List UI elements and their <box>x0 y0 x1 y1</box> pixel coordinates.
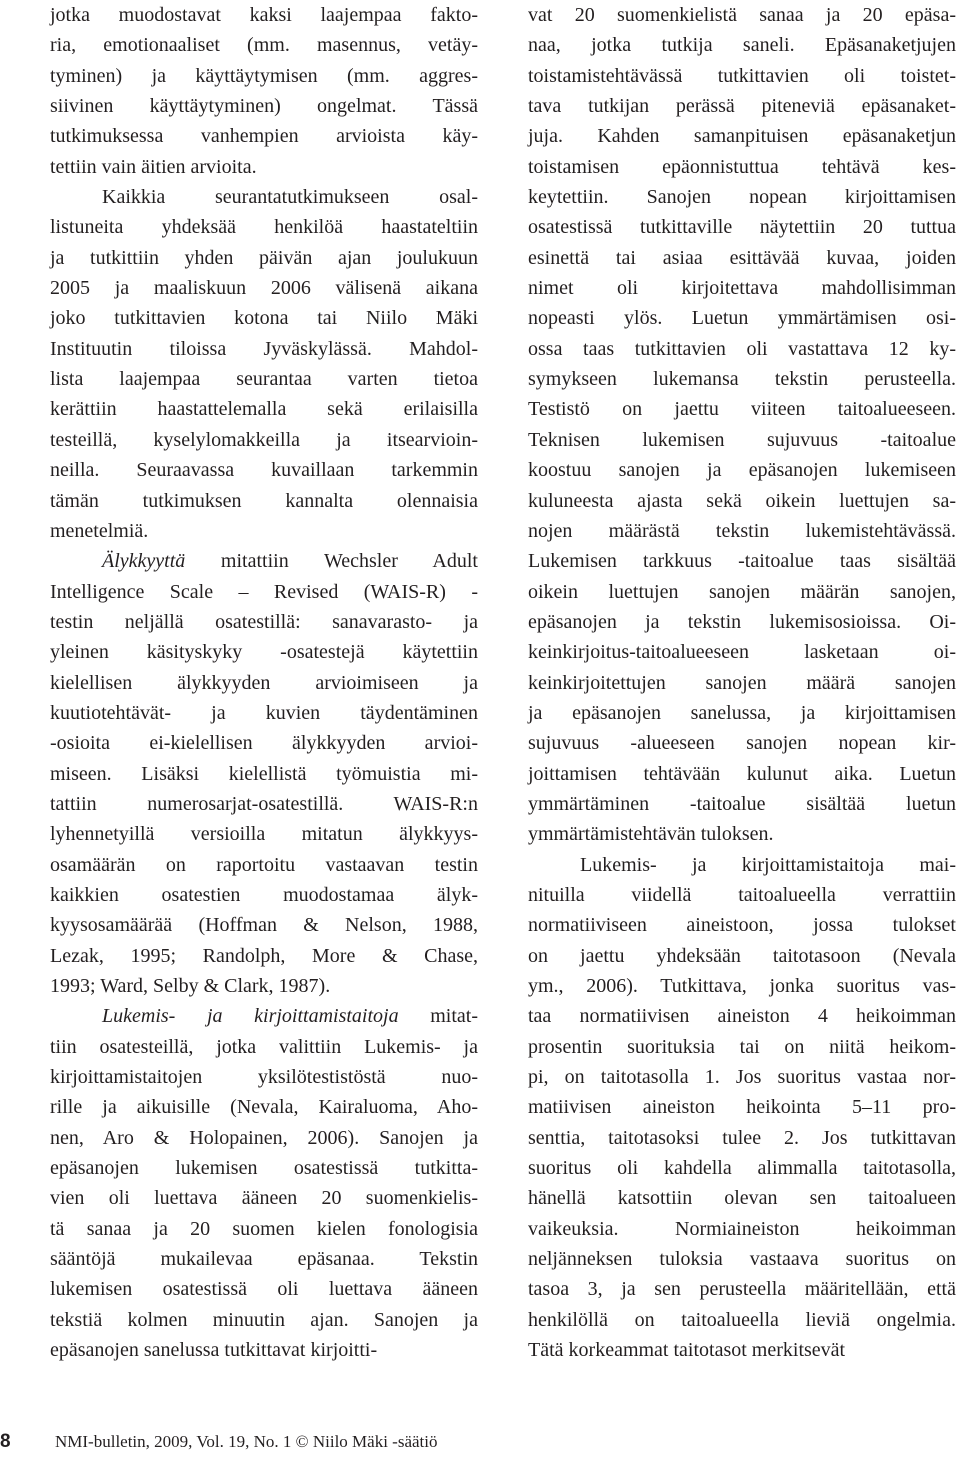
text-line: kyysosamäärää (Hoffman & Nelson, 1988, <box>50 914 478 937</box>
text-line: 1993; Ward, Selby & Clark, 1987). <box>50 975 331 997</box>
text-line: Lukemisen tarkkuus -taitoalue taas sisältää <box>528 550 956 573</box>
text-line: taa normatiivisen aineiston 4 heikoimman <box>528 1005 956 1028</box>
text-line: nimet oli kirjoitettava mahdollisimman <box>528 277 956 300</box>
text-line: menetelmiä. <box>50 519 149 542</box>
text-line: miseen. Lisäksi kielellistä työmuistia mi- <box>50 762 478 785</box>
text-line: Kaikkia seurantatutkimukseen osal- <box>102 186 478 209</box>
text-line: nen, Aro & Holopainen, 2006). Sanojen ja <box>50 1126 478 1149</box>
text-line: tava tutkijan perässä piteneviä epäsanaket- <box>528 95 956 118</box>
text-line: Lukemis- ja kirjoittamistaitoja mitat- <box>102 1005 478 1028</box>
text-line: tiin osatesteillä, jotka valittiin Lukemis- ja <box>50 1035 478 1058</box>
text-line: tyminen) ja käyttäytymisen (mm. aggres- <box>50 64 478 87</box>
text-line: sujuvuus -alueeseen sanojen nopean kir- <box>528 732 956 755</box>
text-line: neilla. Seuraavassa kuvaillaan tarkemmin <box>50 459 478 482</box>
text-line: listuneita yhdeksää henkilöä haastateltiin <box>50 216 478 239</box>
text-line: tekstiä kolmen minuutin ajan. Sanojen ja <box>50 1308 478 1331</box>
text-line: keinkirjoitettujen sanojen määrä sanojen <box>528 671 956 694</box>
text-line: ja tutkittiin yhden päivän ajan joulukuun <box>50 246 478 269</box>
text-line: joko tutkittavien kotona tai Niilo Mäki <box>50 307 478 330</box>
text-line: Lukemis- ja kirjoittamistaitoja mai- <box>580 853 956 876</box>
left-text-column <box>50 0 478 1365</box>
text-line: tattiin numerosarjat-osatestillä. WAIS-R:n <box>50 792 478 815</box>
text-line: neljänneksen tuloksia vastaava suoritus on <box>528 1248 956 1271</box>
text-line: keinkirjoitus-taitoalueeseen lasketaan oi- <box>528 641 956 664</box>
text-line: lukemisen osatestissä oli luettava ääneen <box>50 1278 478 1301</box>
text-line: kuutiotehtävät- ja kuvien täydentäminen <box>50 701 478 724</box>
text-line: Instituutin tiloissa Jyväskylässä. Mahdol- <box>50 337 478 360</box>
text-line: ossa taas tutkittavien oli vastattava 12 ky- <box>528 337 956 360</box>
text-line: epäsanojen ja tekstin lukemisosioissa. Oi- <box>528 610 956 633</box>
text-line: ja epäsanojen sanelussa, ja kirjoittamisen <box>528 701 956 724</box>
text-line: Lezak, 1995; Randolph, More & Chase, <box>50 944 478 967</box>
text-line: siivinen käyttäytyminen) ongelmat. Tässä <box>50 95 478 118</box>
text-line: naa, jotka tutkija saneli. Epäsanaketjujen <box>528 34 956 57</box>
text-line: tutkimuksessa vanhempien arvioista käy- <box>50 125 478 148</box>
text-line: lista laajempaa seurantaa varten tietoa <box>50 368 478 391</box>
text-line: matiivisen aineiston heikointa 5–11 pro- <box>528 1096 956 1119</box>
text-line: kerättiin haastattelemalla sekä erilaisilla <box>50 398 478 421</box>
text-line: prosentin suorituksia tai on niitä heikom- <box>528 1035 956 1058</box>
text-line: sääntöjä mukailevaa epäsanaa. Tekstin <box>50 1248 478 1271</box>
right-text-column <box>528 0 956 1365</box>
text-line: yleinen käsityskyky -osatestejä käytettiin <box>50 641 478 664</box>
text-line: testin neljällä osatestillä: sanavarasto- ja <box>50 610 478 633</box>
text-line: on jaettu yhdeksään taitotasoon (Nevala <box>528 944 956 967</box>
text-line: kirjoittamistaitojen yksilötestistöstä nuo- <box>50 1066 478 1089</box>
text-line: osamäärän on raportoitu vastaavan testin <box>50 853 478 876</box>
text-line: Älykkyyttä mitattiin Wechsler Adult <box>102 550 478 573</box>
text-line: Testistö on jaettu viiteen taitoalueeseen. <box>528 398 956 421</box>
text-line: vat 20 suomenkielistä sanaa ja 20 epäsa- <box>528 4 956 26</box>
text-line: ymmärtäminen -taitoalue sisältää luetun <box>528 792 956 815</box>
text-line: ym., 2006). Tutkittava, jonka suoritus vas- <box>528 975 956 997</box>
text-line: Intelligence Scale – Revised (WAIS-R) - <box>50 580 478 603</box>
text-line: symykseen lukemansa tekstin perusteella. <box>528 368 956 391</box>
italic-term: Älykkyyttä <box>102 550 186 573</box>
text-line: ymmärtämistehtävän tuloksen. <box>528 823 774 846</box>
text-line: vien oli luettava ääneen 20 suomenkielis- <box>50 1187 478 1210</box>
text-line: rille ja aikuisille (Nevala, Kairaluoma, Aho- <box>50 1096 478 1119</box>
text-line: osatestissä tutkittaville näytettiin 20 tuttua <box>528 216 956 239</box>
text-line: keytettiin. Sanojen nopean kirjoittamisen <box>528 186 956 209</box>
text-line: pi, on taitotasolla 1. Jos suoritus vastaa nor- <box>528 1066 956 1089</box>
text-line: toistamistehtävässä tutkittavien oli toistet- <box>528 64 956 87</box>
text-line: 2005 ja maaliskuun 2006 välisenä aikana <box>50 277 478 300</box>
text-line: -osioita ei-kielellisen älykkyyden arvioi- <box>50 732 478 755</box>
text-line: vaikeuksia. Normiaineiston heikoimman <box>528 1217 956 1240</box>
footer-citation: NMI-bulletin, 2009, Vol. 19, No. 1 © Niilo Mäki -säätiö <box>55 1432 438 1451</box>
text-line: Teknisen lukemisen sujuvuus -taitoalue <box>528 428 956 451</box>
text-line: nojen määrästä tekstin lukemistehtävässä. <box>528 519 956 542</box>
page-number: 8 <box>0 1431 11 1452</box>
text-line: nopeasti ylös. Luetun ymmärtämisen osi- <box>528 307 956 330</box>
text-line: epäsanojen lukemisen osatestissä tutkitta- <box>50 1157 478 1180</box>
text-line: tä sanaa ja 20 suomen kielen fonologisia <box>50 1217 478 1240</box>
text-line: kielellisen älykkyyden arvioimiseen ja <box>50 671 478 694</box>
italic-term: Lukemis- ja kirjoittamistaitoja <box>102 1005 399 1028</box>
text-line: nituilla viidellä taitoalueella verrattiin <box>528 883 956 906</box>
text-line: ria, emotionaaliset (mm. masennus, vetäy- <box>50 34 478 57</box>
text-line: kuluneesta ajasta sekä oikein luettujen sa- <box>528 489 956 512</box>
text-line: epäsanojen sanelussa tutkittavat kirjoitti- <box>50 1339 378 1362</box>
text-line: testeillä, kyselylomakkeilla ja itsearvioin- <box>50 428 478 451</box>
text-line: joittamisen tehtävään kulunut aika. Luetun <box>528 762 956 785</box>
text-line: esinettä tai asiaa esittävää kuvaa, joiden <box>528 246 956 269</box>
text-line: koostuu sanojen ja epäsanojen lukemiseen <box>528 459 956 482</box>
text-line: senttia, taitotasoksi tulee 2. Jos tutkittavan <box>528 1126 956 1149</box>
text-line: kaikkien osatestien muodostamaa älyk- <box>50 883 478 906</box>
text-line: jotka muodostavat kaksi laajempaa fakto- <box>50 4 478 26</box>
text-line: hänellä katsottiin olevan sen taitoalueen <box>528 1187 956 1210</box>
text-line: normatiiviseen aineistoon, jossa tulokset <box>528 914 956 937</box>
text-line: tämän tutkimuksen kannalta olennaisia <box>50 489 478 512</box>
text-line: oikein luettujen sanojen määrän sanojen, <box>528 580 956 603</box>
page-footer <box>0 1428 960 1456</box>
text-line: lyhennetyillä versioilla mitatun älykkyys- <box>50 823 478 846</box>
text-line: tettiin vain äitien arvioita. <box>50 155 257 178</box>
text-line: tasoa 3, ja sen perusteella määritellään, että <box>528 1278 956 1301</box>
text-line: Tätä korkeammat taitotasot merkitsevät <box>528 1339 846 1362</box>
text-line: henkilöllä on taitoalueella lieviä ongelmia. <box>528 1308 956 1331</box>
text-line: toistamisen epäonnistuttua tehtävä kes- <box>528 155 956 178</box>
text-line: suoritus oli kahdella alimmalla taitotasolla, <box>528 1157 956 1180</box>
text-line: juja. Kahden samanpituisen epäsanaketjun <box>528 125 956 148</box>
